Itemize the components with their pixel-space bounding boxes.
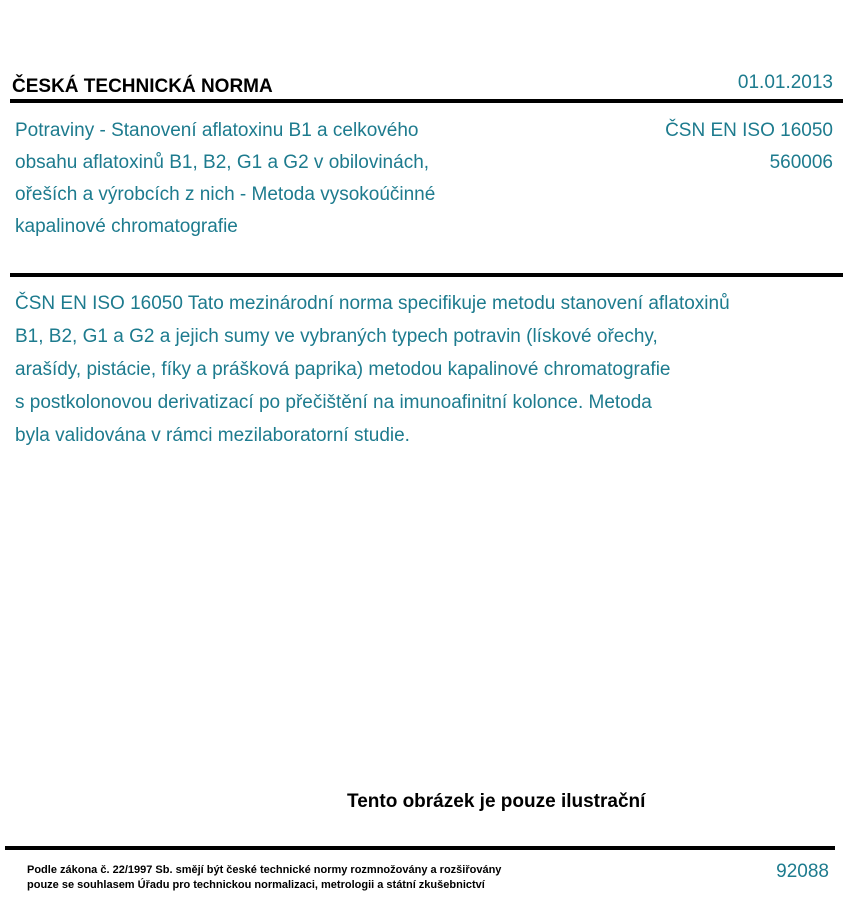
document-type-title: ČESKÁ TECHNICKÁ NORMA [12, 76, 273, 97]
title-divider [10, 273, 843, 277]
abstract-text [15, 287, 845, 452]
standard-title-line: Potraviny - Stanovení aflatoxinu B1 a celkového [15, 120, 419, 141]
standard-title [15, 115, 535, 243]
standard-title-line: kapalinové chromatografie [15, 216, 238, 237]
standard-title-line: obsahu aflatoxinů B1, B2, G1 a G2 v obilovinách, [15, 152, 430, 173]
abstract-line: arašídy, pistácie, fíky a prášková paprika) metodou kapalinové chromatografie [15, 359, 671, 380]
legal-notice [27, 863, 501, 893]
footer-divider [5, 846, 835, 850]
illustrative-notice: Tento obrázek je pouze ilustrační [347, 791, 646, 812]
abstract-line: s postkolonovou derivatizací po přečištění na imunoafinitní kolonce. Metoda [15, 392, 652, 413]
classification-number: 560006 [769, 152, 833, 173]
standard-identifiers [665, 115, 833, 179]
standard-title-line: ořeších a výrobcích z nich - Metoda vysokoúčinné [15, 184, 436, 205]
header-divider [10, 99, 843, 103]
abstract-line: ČSN EN ISO 16050 Tato mezinárodní norma specifikuje metodu stanovení aflatoxinů [15, 293, 730, 314]
abstract-line: B1, B2, G1 a G2 a jejich sumy ve vybraných typech potravin (lískové ořechy, [15, 326, 658, 347]
legal-notice-line: pouze se souhlasem Úřadu pro technickou normalizaci, metrologii a státní zkušebnictví [27, 879, 485, 891]
standard-code: ČSN EN ISO 16050 [665, 120, 833, 141]
abstract-line: byla validována v rámci mezilaboratorní studie. [15, 425, 410, 446]
issue-date: 01.01.2013 [737, 72, 833, 93]
catalog-number: 92088 [776, 861, 829, 882]
legal-notice-line: Podle zákona č. 22/1997 Sb. smějí být české technické normy rozmnožovány a rozšiřovány [27, 864, 502, 876]
